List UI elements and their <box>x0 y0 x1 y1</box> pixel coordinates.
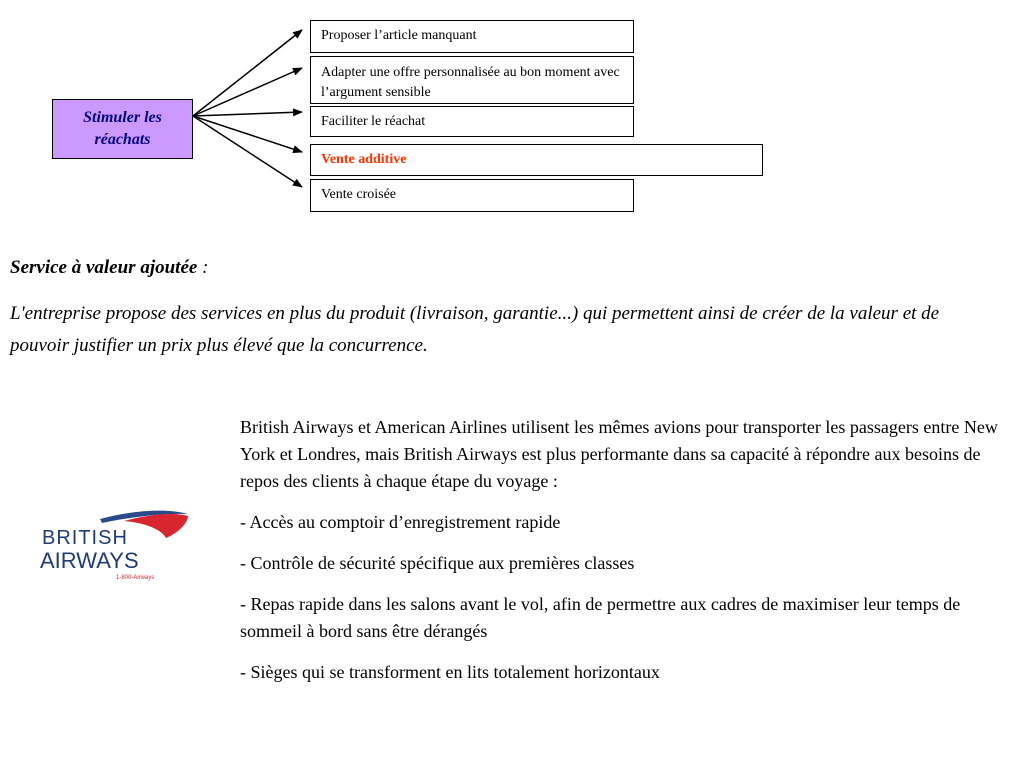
british-airways-logo <box>38 508 198 583</box>
logo-swoosh-red <box>124 514 188 538</box>
arrow-to-adapter <box>193 68 302 116</box>
case-study-bullet: - Sièges qui se transforment en lits totalement horizontaux <box>240 662 660 682</box>
arrow-to-vente-croisee <box>193 116 302 187</box>
arrow-to-vente-additive <box>193 116 302 152</box>
target-box-adapter <box>310 56 634 104</box>
logo-line2: AIRWAYS <box>40 548 139 573</box>
section-title-text: Service à valeur ajoutée <box>10 257 198 278</box>
section-title-colon: : <box>197 257 209 278</box>
target-label: Proposer l’article manquant <box>321 28 477 43</box>
logo-small-text: 1-800-Airways <box>116 575 155 581</box>
target-box-vente-croisee <box>310 179 634 212</box>
diagram-source-box <box>52 99 193 159</box>
target-label: Vente croisée <box>321 187 397 202</box>
logo-line1: BRITISH <box>42 527 128 549</box>
case-study-bullet: - Repas rapide dans les salons avant le vol, afin de permettre aux cadres de maximiser leur temps de sommeil à bord sans être dérangés <box>240 594 961 641</box>
target-label: Adapter une offre personnalisée au bon moment avec l’argument sensible <box>321 65 620 100</box>
case-study-bullet: - Contrôle de sécurité spécifique aux premières classes <box>240 553 635 573</box>
case-study <box>240 414 1000 700</box>
section-title <box>10 257 208 279</box>
source-label-line2: réachats <box>94 131 151 148</box>
source-label-line1: Stimuler les <box>83 109 162 126</box>
target-label: Faciliter le réachat <box>321 114 426 129</box>
target-box-faciliter <box>310 106 634 137</box>
case-study-bullet: - Accès au comptoir d’enregistrement rapide <box>240 512 561 532</box>
target-box-proposer <box>310 20 634 53</box>
target-box-vente-additive <box>310 144 763 176</box>
arrow-to-proposer <box>193 30 302 116</box>
case-study-paragraph: British Airways et American Airlines utilisent les mêmes avions pour transporter les passagers entre New York et Londres, mais British Airways est plus performante dans sa capacité à répondre aux besoins de repos des clients à chaque étape du voyage : <box>240 417 998 491</box>
section-intro: L'entreprise propose des services en plus du produit (livraison, garantie...) qui permettent ainsi de créer de la valeur et de pouvoir justifier un prix plus élevé que la concurrence. <box>10 303 940 356</box>
arrow-to-faciliter <box>193 112 302 116</box>
target-label: Vente additive <box>321 152 407 167</box>
